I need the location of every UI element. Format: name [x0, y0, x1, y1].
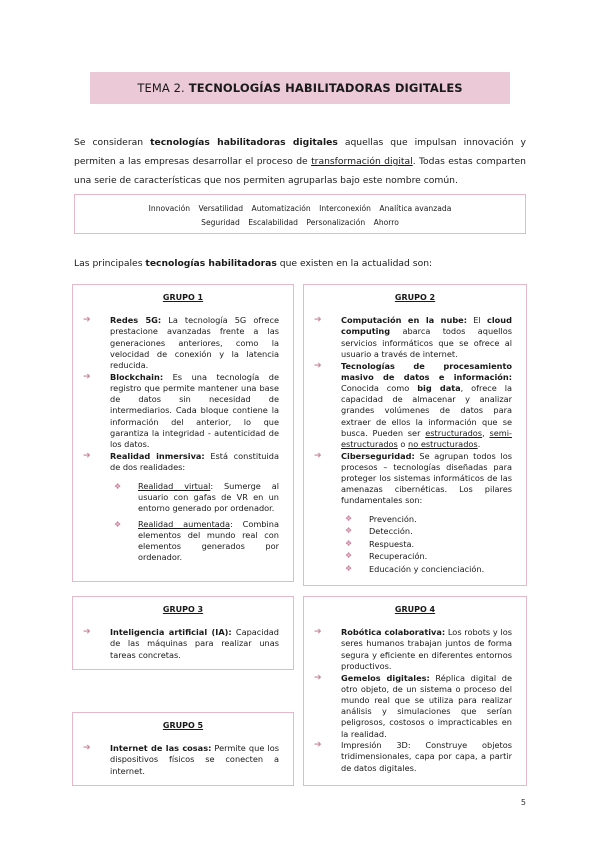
definition: : Combina elementos del mundo real con elementos generados por ordenador. [138, 518, 279, 563]
list-item [314, 740, 512, 774]
diamond-icon: ❖ [114, 519, 122, 529]
definition: Réplica digital de otro objeto, de un sistema o proceso del mundo real que se utiliza para realizar análisis y simulaciones que serían peligrosos, costosos o impracticables en la realidad. [341, 672, 512, 739]
arrow-icon: ➔ [83, 627, 91, 638]
definition: Construye objetos tridimensionales, capa por capa, a partir de datos digitales. [341, 740, 512, 773]
term: Gemelos digitales: [341, 672, 430, 683]
arrow-icon: ➔ [314, 360, 322, 371]
list-item [83, 743, 279, 777]
term: Realidad aumentada [138, 518, 231, 529]
intro-text: aquellas que impulsan innovación y permiten a las empresas desarrollar el proceso de [74, 137, 526, 167]
definition: Se agrupan todos los procesos – tecnologías diseñadas para proteger los sistemas informáticos de las amenazas cibernéticas. Los pilares fundamentales son: [341, 450, 512, 506]
underline-text: no estructurados [408, 438, 478, 449]
diamond-icon: ❖ [345, 564, 353, 574]
arrow-icon: ➔ [314, 627, 322, 638]
pillar-item [341, 525, 512, 538]
characteristic: Seguridad [201, 218, 240, 227]
page-number: 5 [520, 798, 526, 807]
term: Internet de las cosas: [110, 743, 212, 754]
characteristics-row [75, 202, 525, 216]
list-item [314, 315, 512, 360]
characteristics-box [74, 194, 526, 234]
definition: , [482, 427, 490, 438]
page-title [90, 72, 510, 104]
list-item [314, 627, 512, 672]
diamond-icon: ❖ [345, 538, 353, 548]
pillar-text: Recuperación. [369, 551, 428, 562]
pillar-item [341, 563, 512, 576]
arrow-icon: ➔ [83, 743, 91, 754]
diamond-icon: ❖ [345, 526, 353, 536]
term: Tecnologías de procesamiento masivo de datos e información: [341, 360, 512, 382]
term: Blockchain: [110, 371, 164, 382]
definition: Conocida como [341, 382, 418, 393]
characteristics-row [75, 216, 525, 230]
definition: Permite que los dispositivos físicos se conecten a internet. [110, 743, 279, 776]
term: Realidad inmersiva: [110, 450, 205, 461]
bullet-list [73, 743, 293, 777]
definition: El [467, 315, 487, 326]
sub-item [110, 519, 279, 564]
characteristic: Automatización [251, 204, 311, 213]
group-3-box [72, 596, 294, 670]
definition: abarca todos aquellos servicios informáticos que se ofrece al usuario a través de internet. [341, 326, 512, 359]
bold-text: big data [417, 382, 461, 393]
arrow-icon: ➔ [83, 371, 91, 382]
pillar-text: Educación y concienciación. [369, 564, 485, 575]
list-item [83, 451, 279, 564]
definition: , ofrece la capacidad de almacenar y analizar grandes volúmenes de datos para extraer de ellos la información que se busca. Pueden ser [341, 382, 512, 438]
arrow-icon: ➔ [314, 740, 322, 751]
term: Computación en la nube: [341, 315, 468, 326]
list-item [314, 361, 512, 451]
group-title: GRUPO 4 [394, 605, 436, 614]
characteristic: Personalización [306, 218, 366, 227]
intro-text: . Todas estas comparten una serie de características que nos permiten agruparlas bajo este nombre común. [74, 156, 527, 186]
definition: Es una tecnología de registro que permite mantener una base de datos sin necesidad de intermediarios. Cada bloque contiene la información del anterior, lo que garantiza la integridad - autenticidad de los datos. [110, 371, 279, 449]
characteristic: Ahorro [373, 218, 399, 227]
pillar-item [341, 538, 512, 551]
intro-underline: transformación digital [311, 156, 413, 167]
characteristic: Versatilidad [198, 204, 244, 213]
intro-paragraph [74, 133, 526, 190]
definition: Los robots y los seres humanos trabajan juntos de forma segura y eficiente en diferentes entornos productivos. [341, 627, 512, 671]
diamond-icon: ❖ [345, 513, 353, 523]
arrow-icon: ➔ [314, 450, 322, 461]
pillar-text: Detección. [369, 526, 413, 537]
definition: La tecnología 5G ofrece prestacione avanzadas frente a las generaciones anteriores, como la velocidad de conexión y la latencia reducida. [110, 315, 280, 371]
pillar-item [341, 550, 512, 563]
list-item [314, 451, 512, 576]
bullet-list [73, 627, 293, 661]
characteristic: Innovación [148, 204, 191, 213]
group-title: GRUPO 3 [162, 605, 204, 614]
definition: : Sumerge al usuario con gafas de VR en un entorno generado por ordenador. [138, 481, 279, 514]
lead-text: Las principales [74, 258, 146, 269]
underline-text: semi-estructurados [341, 427, 512, 449]
group-5-box [72, 712, 294, 786]
group-4-box [303, 596, 527, 786]
term: Ciberseguridad: [341, 450, 415, 461]
group-1-box [72, 284, 294, 582]
sub-list [110, 481, 279, 563]
list-item [83, 315, 279, 371]
sub-item [110, 481, 279, 515]
underline-text: estructurados [425, 427, 483, 438]
title-prefix: TEMA 2. [137, 81, 185, 95]
arrow-icon: ➔ [314, 672, 322, 683]
diamond-icon: ❖ [345, 551, 353, 561]
characteristic: Interconexión [319, 204, 371, 213]
group-title: GRUPO 1 [162, 293, 204, 302]
bullet-list [73, 315, 293, 563]
list-item [314, 673, 512, 740]
arrow-icon: ➔ [83, 315, 91, 326]
arrow-icon: ➔ [314, 315, 322, 326]
arrow-icon: ➔ [83, 450, 91, 461]
pillar-item [341, 513, 512, 526]
diamond-icon: ❖ [114, 482, 122, 492]
title-main: TECNOLOGÍAS HABILITADORAS DIGITALES [188, 81, 463, 95]
characteristic: Analítica avanzada [379, 204, 452, 213]
lead-bold: tecnologías habilitadoras [145, 258, 277, 269]
bold-text: cloud computing [341, 315, 512, 337]
list-item [83, 627, 279, 661]
term: Robótica colaborativa: [341, 627, 446, 638]
intro-bold: tecnologías habilitadoras digitales [150, 137, 338, 148]
term: Realidad virtual [138, 481, 211, 492]
term: Impresión 3D: [341, 740, 411, 751]
lead-text: que existen en la actualidad son: [276, 258, 433, 269]
group-title: GRUPO 5 [162, 721, 204, 730]
bullet-list [304, 627, 526, 774]
characteristic: Escalabilidad [248, 218, 298, 227]
definition: Capacidad de las máquinas para realizar unas tareas concretas. [110, 627, 279, 660]
pillars-list [341, 513, 512, 576]
bullet-list [304, 315, 526, 575]
term: Redes 5G: [110, 315, 162, 326]
list-item [83, 372, 279, 450]
lead-sentence [74, 258, 432, 269]
definition: Está constituida de dos realidades: [110, 450, 279, 472]
group-2-box [303, 284, 527, 586]
term: Inteligencia artificial (IA): [110, 627, 232, 638]
definition: o [397, 438, 409, 449]
pillar-text: Prevención. [369, 513, 417, 524]
group-title: GRUPO 2 [394, 293, 436, 302]
intro-text: Se consideran [74, 137, 151, 148]
definition: . [477, 438, 481, 449]
pillar-text: Respuesta. [369, 538, 415, 549]
